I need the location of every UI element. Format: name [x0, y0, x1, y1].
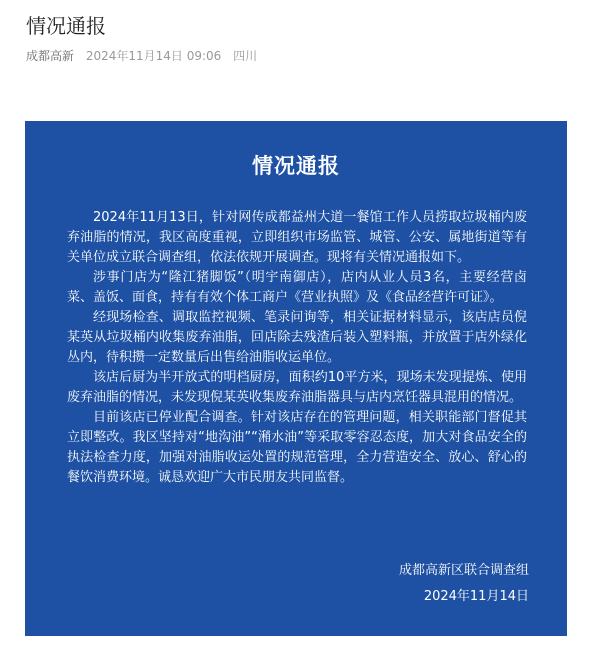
- signature-date: 2024年11月14日: [423, 589, 529, 604]
- notice-paragraph: 目前该店已停业配合调查。针对该店存在的管理问题，相关职能部门督促其立即整改。我区坚持对“地沟油”“潲水油”等采取零容忍态度，加大对食品安全的执法检查力度，加强对油脂收运处置的规范管理，全力营造安全、放心、舒心的餐饮消费环境。诚恳欢迎广大市民朋友共同监督。: [67, 410, 527, 485]
- notice-signature: [399, 561, 529, 613]
- notice-paragraph: 涉事门店为“隆江猪脚饭”（明宇南御店），店内从业人员3名，主要经营卤菜、盖饭、面食，持有有效个体工商户《营业执照》及《食品经营许可证》。: [67, 270, 527, 305]
- notice-paragraph: 该店后厨为半开放式的明档厨房，面积约10平方米，现场未发现提炼、使用废弃油脂的情况，未发现倪某英收集废弃油脂器具与店内烹饪器具混用的情况。: [67, 370, 527, 405]
- notice-title: 情况通报: [252, 154, 340, 178]
- signature-org: 成都高新区联合调查组: [398, 563, 529, 578]
- article-title: 情况通报: [26, 14, 106, 38]
- article-source-link[interactable]: 成都高新: [26, 49, 75, 63]
- article-datetime: 2024年11月14日 09:06: [85, 49, 222, 63]
- notice-paragraph: 经现场检查、调取监控视频、笔录问询等，相关证据材料显示，该店店员倪某英从垃圾桶内收集废弃油脂，回店除去残渣后装入塑料瓶，并放置于店外绿化丛内，待积攒一定数量后出售给油脂收运单位。: [67, 310, 527, 365]
- notice-image: [25, 121, 567, 636]
- notice-body: [67, 208, 527, 488]
- article-meta: [26, 47, 257, 65]
- article-location: 四川: [233, 49, 258, 63]
- notice-paragraph: 2024年11月13日，针对网传成都益州大道一餐馆工作人员捞取垃圾桶内废弃油脂的情况，我区高度重视，立即组织市场监管、城管、公安、属地街道等有关单位成立联合调查组，依法依规开展调查。现将有关情况通报如下。: [67, 210, 527, 265]
